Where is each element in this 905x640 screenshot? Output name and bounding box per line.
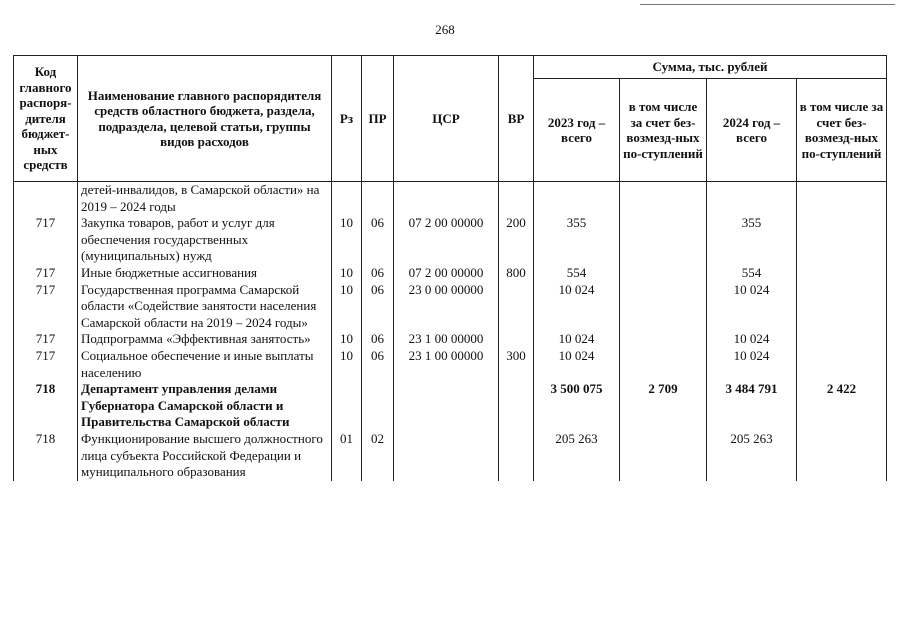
table-row-department <box>14 381 887 431</box>
header-vr: ВР <box>499 56 534 182</box>
cell-2023-total: 10 024 <box>534 331 620 348</box>
cell-2023-total: 554 <box>534 265 620 282</box>
cell-vr <box>499 182 534 216</box>
cell-vr <box>499 331 534 348</box>
cell-code <box>14 182 78 216</box>
cell-2023-gratuitous <box>620 265 707 282</box>
cell-name: Государственная программа Самарской области «Содействие занятости населения Самарской области на 2019 – 2024 годы» <box>78 282 332 332</box>
cell-csr: 23 0 00 00000 <box>394 282 499 332</box>
header-2024-total: 2024 год – всего <box>707 79 797 182</box>
cell-name: Закупка товаров, работ и услуг для обеспечения государственных (муниципальных) нужд <box>78 215 332 265</box>
table-header <box>14 56 887 182</box>
top-rule <box>640 4 895 5</box>
cell-2024-gratuitous <box>797 215 887 265</box>
cell-2023-gratuitous <box>620 282 707 332</box>
table-row <box>14 182 887 216</box>
header-2023-total: 2023 год – всего <box>534 79 620 182</box>
budget-table <box>13 55 887 481</box>
cell-code: 718 <box>14 431 78 481</box>
cell-2024-gratuitous <box>797 331 887 348</box>
cell-code: 717 <box>14 348 78 381</box>
cell-pr: 02 <box>362 431 394 481</box>
cell-name: Подпрограмма «Эффективная занятость» <box>78 331 332 348</box>
cell-2023-gratuitous <box>620 348 707 381</box>
cell-rz <box>332 182 362 216</box>
cell-csr: 23 1 00 00000 <box>394 348 499 381</box>
cell-pr: 06 <box>362 348 394 381</box>
cell-2024-gratuitous <box>797 431 887 481</box>
cell-2023-total: 10 024 <box>534 348 620 381</box>
table-row <box>14 282 887 332</box>
cell-csr <box>394 381 499 431</box>
cell-rz: 10 <box>332 215 362 265</box>
cell-2024-gratuitous <box>797 282 887 332</box>
cell-csr <box>394 182 499 216</box>
cell-2024-total: 205 263 <box>707 431 797 481</box>
cell-code: 717 <box>14 265 78 282</box>
header-2023-gratuitous: в том числе за счет без-возмезд-ных по-ступлений <box>620 79 707 182</box>
cell-vr <box>499 282 534 332</box>
header-sum: Сумма, тыс. рублей <box>534 56 887 79</box>
cell-csr: 07 2 00 00000 <box>394 215 499 265</box>
cell-2024-total: 3 484 791 <box>707 381 797 431</box>
cell-code: 717 <box>14 282 78 332</box>
table-row <box>14 431 887 481</box>
cell-name: Департамент управления делами Губернатора Самарской области и Правительства Самарской области <box>78 381 332 431</box>
cell-pr: 06 <box>362 331 394 348</box>
cell-code: 717 <box>14 331 78 348</box>
cell-2023-gratuitous <box>620 331 707 348</box>
cell-2023-total <box>534 182 620 216</box>
header-pr: ПР <box>362 56 394 182</box>
cell-rz: 01 <box>332 431 362 481</box>
cell-2024-total: 10 024 <box>707 282 797 332</box>
cell-2024-total: 10 024 <box>707 348 797 381</box>
cell-vr <box>499 431 534 481</box>
table-row <box>14 215 887 265</box>
cell-pr <box>362 182 394 216</box>
header-rz: Рз <box>332 56 362 182</box>
cell-2024-total: 355 <box>707 215 797 265</box>
cell-2024-total: 10 024 <box>707 331 797 348</box>
cell-name: Функционирование высшего должностного лица субъекта Российской Федерации и муниципального образования <box>78 431 332 481</box>
cell-name: Социальное обеспечение и иные выплаты населению <box>78 348 332 381</box>
cell-name: Иные бюджетные ассигнования <box>78 265 332 282</box>
cell-csr: 23 1 00 00000 <box>394 331 499 348</box>
cell-rz: 10 <box>332 265 362 282</box>
cell-2023-gratuitous: 2 709 <box>620 381 707 431</box>
cell-rz: 10 <box>332 348 362 381</box>
cell-2023-gratuitous <box>620 215 707 265</box>
cell-2024-total: 554 <box>707 265 797 282</box>
page-number: 268 <box>435 22 455 37</box>
header-name: Наименование главного распорядителя средств областного бюджета, раздела, подраздела, целевой статьи, группы видов расходов <box>78 56 332 182</box>
cell-vr: 800 <box>499 265 534 282</box>
header-csr: ЦСР <box>394 56 499 182</box>
table-row <box>14 265 887 282</box>
cell-2023-gratuitous <box>620 182 707 216</box>
cell-2024-gratuitous <box>797 348 887 381</box>
cell-code: 717 <box>14 215 78 265</box>
cell-rz: 10 <box>332 282 362 332</box>
cell-csr: 07 2 00 00000 <box>394 265 499 282</box>
table-row <box>14 331 887 348</box>
cell-2024-gratuitous <box>797 265 887 282</box>
cell-2023-total: 205 263 <box>534 431 620 481</box>
header-2024-gratuitous: в том числе за счет без-возмезд-ных по-ступлений <box>797 79 887 182</box>
cell-vr <box>499 381 534 431</box>
cell-vr: 200 <box>499 215 534 265</box>
cell-name: детей-инвалидов, в Самарской области» на 2019 – 2024 годы <box>78 182 332 216</box>
cell-rz <box>332 381 362 431</box>
cell-2023-total: 355 <box>534 215 620 265</box>
cell-pr: 06 <box>362 265 394 282</box>
cell-rz: 10 <box>332 331 362 348</box>
table-body <box>14 182 887 481</box>
cell-2024-total <box>707 182 797 216</box>
cell-2023-total: 3 500 075 <box>534 381 620 431</box>
cell-pr <box>362 381 394 431</box>
cell-2023-total: 10 024 <box>534 282 620 332</box>
table-row <box>14 348 887 381</box>
cell-pr: 06 <box>362 282 394 332</box>
cell-csr <box>394 431 499 481</box>
cell-2023-gratuitous <box>620 431 707 481</box>
cell-2024-gratuitous: 2 422 <box>797 381 887 431</box>
cell-pr: 06 <box>362 215 394 265</box>
cell-2024-gratuitous <box>797 182 887 216</box>
cell-vr: 300 <box>499 348 534 381</box>
header-code: Код главного распоря-дителя бюджет-ных средств <box>14 56 78 182</box>
cell-code: 718 <box>14 381 78 431</box>
